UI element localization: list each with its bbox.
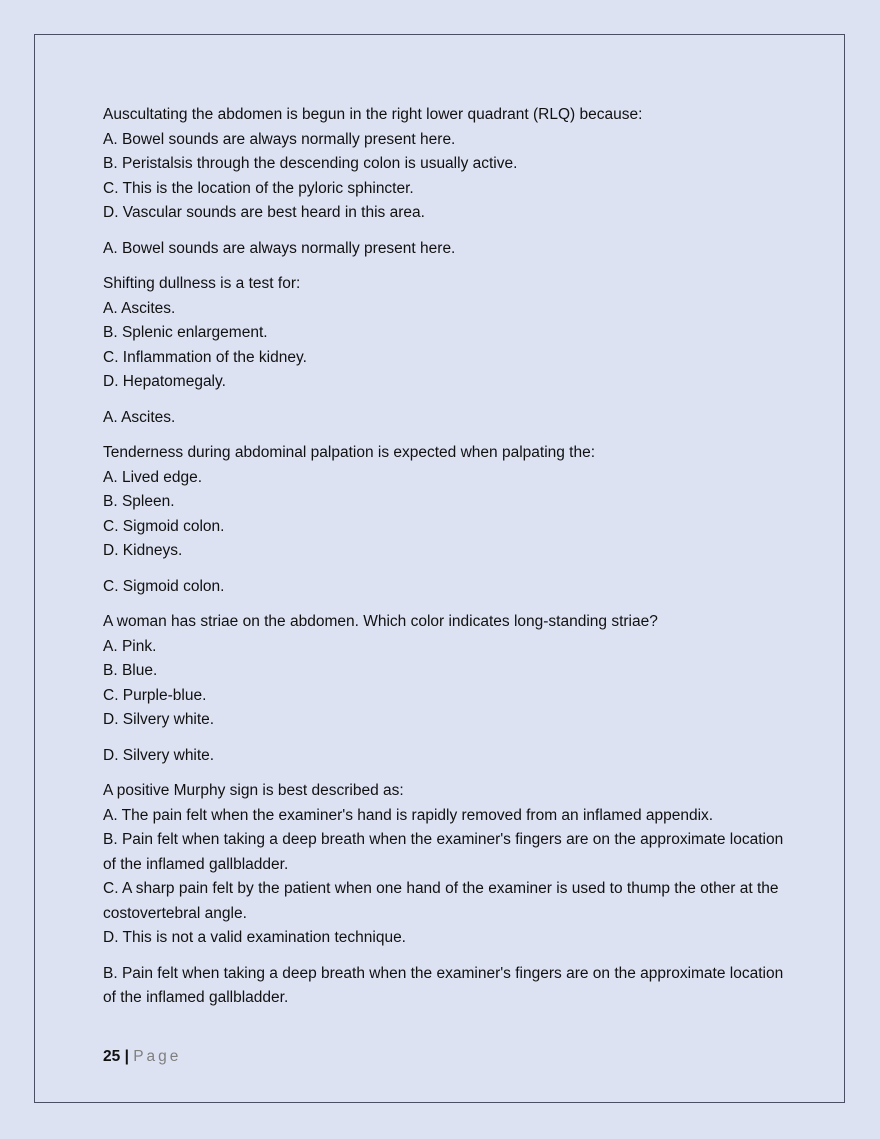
question-stem: A woman has striae on the abdomen. Which color indicates long-standing striae? xyxy=(103,613,658,630)
question-stem: Shifting dullness is a test for: xyxy=(103,275,301,292)
option-d: D. Kidneys. xyxy=(103,542,183,559)
answer-text: A. Bowel sounds are always normally present here. xyxy=(103,239,456,257)
answer-block xyxy=(103,744,793,769)
question-block xyxy=(103,779,793,951)
answer-block xyxy=(103,406,793,431)
option-b: B. Splenic enlargement. xyxy=(103,324,268,341)
option-b: B. Pain felt when taking a deep breath when the examiner's fingers are on the approximate location of the inflamed gallbladder. xyxy=(103,831,784,873)
answer-text: C. Sigmoid colon. xyxy=(103,577,225,595)
option-a: A. Lived edge. xyxy=(103,468,203,486)
option-c: C. This is the location of the pyloric sphincter. xyxy=(103,179,414,197)
option-d: D. This is not a valid examination technique. xyxy=(103,929,406,946)
answer-text: D. Silvery white. xyxy=(103,746,215,764)
option-b: B. Spleen. xyxy=(103,493,175,510)
page-number: 25 xyxy=(103,1048,121,1065)
question-stem: Auscultating the abdomen is begun in the right lower quadrant (RLQ) because: xyxy=(103,106,643,123)
option-c: C. Sigmoid colon. xyxy=(103,517,225,535)
option-d: D. Silvery white. xyxy=(103,711,215,728)
option-c: C. Purple-blue. xyxy=(103,686,207,704)
page-footer xyxy=(103,1045,181,1069)
answer-text: A. Ascites. xyxy=(103,408,176,426)
question-block xyxy=(103,441,793,564)
option-c: C. A sharp pain felt by the patient when one hand of the examiner is used to thump the other at the costovertebral angle. xyxy=(103,880,779,922)
question-block xyxy=(103,103,793,226)
answer-block xyxy=(103,575,793,600)
option-c: C. Inflammation of the kidney. xyxy=(103,348,307,366)
option-a: A. Bowel sounds are always normally present here. xyxy=(103,130,456,148)
option-d: D. Vascular sounds are best heard in this area. xyxy=(103,204,425,221)
option-a: A. Pink. xyxy=(103,637,157,655)
option-a: A. Ascites. xyxy=(103,299,176,317)
option-b: B. Peristalsis through the descending colon is usually active. xyxy=(103,155,518,172)
answer-block xyxy=(103,962,793,1011)
option-a: A. The pain felt when the examiner's hand is rapidly removed from an inflamed appendix. xyxy=(103,806,714,824)
question-stem: Tenderness during abdominal palpation is expected when palpating the: xyxy=(103,444,596,461)
answer-text: B. Pain felt when taking a deep breath when the examiner's fingers are on the approximate location of the inflamed gallbladder. xyxy=(103,964,784,1006)
question-block xyxy=(103,610,793,733)
option-d: D. Hepatomegaly. xyxy=(103,373,226,390)
question-block xyxy=(103,272,793,395)
question-stem: A positive Murphy sign is best described as: xyxy=(103,782,404,799)
document-body xyxy=(103,103,793,1022)
footer-separator: | xyxy=(124,1048,129,1065)
answer-block xyxy=(103,237,793,262)
page-label: Page xyxy=(133,1048,182,1065)
option-b: B. Blue. xyxy=(103,662,158,679)
